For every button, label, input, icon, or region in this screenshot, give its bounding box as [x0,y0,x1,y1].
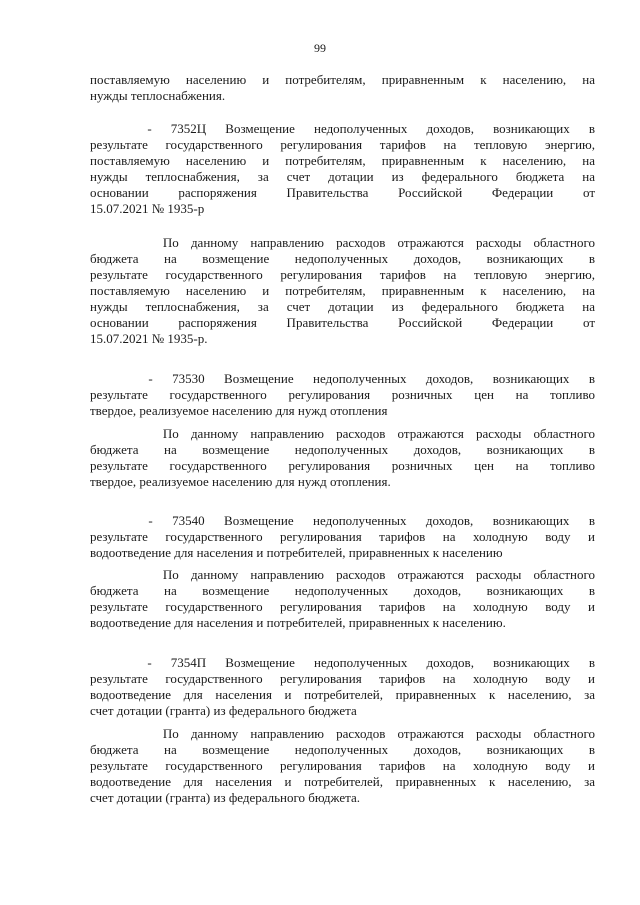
paragraph-code-73530-heading [90,371,595,419]
text-line: результате государственного регулирования тарифов на тепловую энергию, [90,267,595,282]
text-line: твердое, реализуемое населению для нужд отопления. [90,474,391,489]
paragraph-continuation [90,72,595,104]
text-line: основании распоряжения Правительства Российской Федерации от [90,315,595,330]
text-line: водоотведение для населения и потребителей, приравненных к населению, за [90,774,595,789]
paragraph-code-73540-heading [90,513,595,561]
text-line: результате государственного регулирования розничных цен на топливо [90,458,595,473]
page-number: 99 [314,41,326,55]
paragraph-code-7352c-description [90,235,595,347]
text-line: поставляемую населению и потребителям, приравненным к населению, на [90,283,595,298]
text-line: нужды теплоснабжения, за счет дотации из федерального бюджета на [90,169,595,184]
text-line: твердое, реализуемое населению для нужд отопления [90,403,388,418]
paragraph-code-7352c-heading [90,121,595,217]
text-line: бюджета на возмещение недополученных доходов, возникающих в [90,442,595,457]
text-line: По данному направлению расходов отражаются расходы областного [90,235,595,250]
text-line: 15.07.2021 № 1935-р [90,201,205,216]
text-line: - 7354П Возмещение недополученных доходов, возникающих в [90,655,595,670]
text-line: По данному направлению расходов отражаются расходы областного [90,567,595,582]
text-line: бюджета на возмещение недополученных доходов, возникающих в [90,251,595,266]
text-line: поставляемую населению и потребителям, приравненным к населению, на [90,153,595,168]
text-line: бюджета на возмещение недополученных доходов, возникающих в [90,742,595,757]
text-line: - 7352Ц Возмещение недополученных доходов, возникающих в [90,121,595,136]
text-line: По данному направлению расходов отражаются расходы областного [90,726,595,741]
text-line: - 73530 Возмещение недополученных доходов, возникающих в [90,371,595,386]
text-line: нужды теплоснабжения. [90,88,226,103]
text-line: - 73540 Возмещение недополученных доходов, возникающих в [90,513,595,528]
text-line: нужды теплоснабжения, за счет дотации из федерального бюджета на [90,299,595,314]
text-line: результате государственного регулирования тарифов на холодную воду и [90,599,595,614]
text-line: поставляемую населению и потребителям, приравненным к населению, на [90,72,595,87]
text-line: бюджета на возмещение недополученных доходов, возникающих в [90,583,595,598]
text-line: результате государственного регулирования розничных цен на топливо [90,387,595,402]
text-line: По данному направлению расходов отражаются расходы областного [90,426,595,441]
text-line: результате государственного регулирования тарифов на холодную воду и [90,758,595,773]
text-line: счет дотации (гранта) из федерального бюджета. [90,790,360,805]
text-line: 15.07.2021 № 1935-р. [90,331,208,346]
paragraph-code-7354p-heading [90,655,595,719]
text-line: результате государственного регулирования тарифов на тепловую энергию, [90,137,595,152]
paragraph-code-73540-description [90,567,595,631]
paragraph-code-7354p-description [90,726,595,806]
text-line: водоотведение для населения и потребителей, приравненных к населению. [90,615,506,630]
text-line: результате государственного регулирования тарифов на холодную воду и [90,529,595,544]
paragraph-code-73530-description [90,426,595,490]
text-line: водоотведение для населения и потребителей, приравненных к населению, за [90,687,595,702]
text-line: водоотведение для населения и потребителей, приравненных к населению [90,545,503,560]
text-line: основании распоряжения Правительства Российской Федерации от [90,185,595,200]
text-line: результате государственного регулирования тарифов на холодную воду и [90,671,595,686]
text-line: счет дотации (гранта) из федерального бюджета [90,703,357,718]
